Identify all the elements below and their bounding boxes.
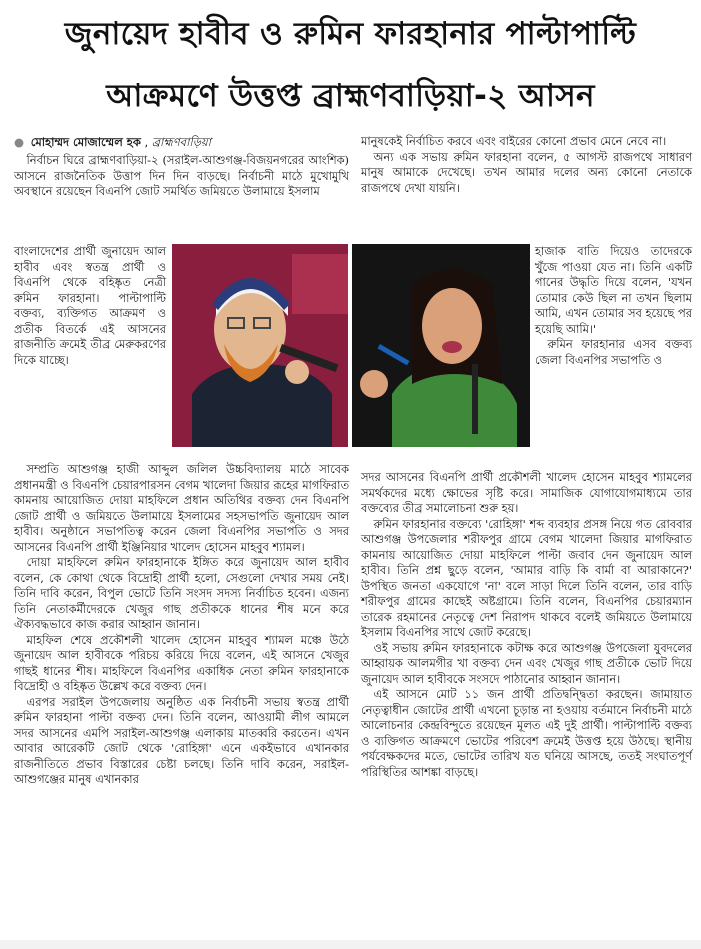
- page-bottom-strip: [0, 940, 701, 949]
- left-paragraph-1-wrap: বাংলাদেশের প্রার্থী জুনায়েদ আল হাবীব এবং স্বতন্ত্র প্রার্থী ও বিএনপি থেকে বহিষ্কৃত নেত্রী রুমিন ফারহানা। পাল্টাপাল্টি বক্তব্য, ব্যক্তিগত আক্রমণ ও প্রতীক বিতর্কে এই আসনের রাজনীতি ক্রমেই তীব্র মেরুকরণের দিকে যাচ্ছে।: [14, 244, 166, 367]
- right-paragraph-2-top: অন্য এক সভায় রুমিন ফারহানা বলেন, ৫ আগস্ট রাজপথে সাধারণ মানুষ আমাকে দেখেছে। তখন আমার দলের অন্য কোনো নেতাকে রাজপথে দেখা যায়নি।: [361, 149, 692, 195]
- right-paragraph-5: ওই সভায় রুমিন ফারহানাকে কটাক্ষ করে আশুগঞ্জ উপজেলা যুবদলের আহ্বায়ক আলমগীর খা বক্তব্য দেন এবং খেজুর গাছ প্রতীকে ভোট দিয়ে জুনায়েদ আল হাবীবকে সংসদে পাঠানোর আহ্বান জানান।: [361, 640, 692, 686]
- left-paragraph-5: এরপর সরাইল উপজেলায় অনুষ্ঠিত এক নির্বাচনী সভায় স্বতন্ত্র প্রার্থী রুমিন ফারহানা পাল্টা বক্তব্য দেন। তিনি বলেন, আওয়ামী লীগ আমলে সদর আসনের এমপি সরাইল-আশুগঞ্জ এলাকায় মাতব্বরি করতেন। এখন আবার আরেকটি জোট থেকে 'রোহিঙ্গা' এনে একইভাবে এখানকার রাজনীতিতে প্রভাব বিস্তারের চেষ্টা চলছে। তিনি দাবি করেন, সরাইল-আশুগঞ্জের মানুষ এখানকার: [14, 694, 349, 786]
- right-paragraph-3-rest: সদর আসনের বিএনপি প্রার্থী প্রকৌশলী খালেদ হোসেন মাহবুব শ্যামলের সমর্থকদের মধ্যে ক্ষোভের সৃষ্টি করে। সামাজিক যোগাযোগমাধ্যমে তার বক্তব্যের তীব্র সমালোচনা শুরু হয়।: [361, 470, 692, 515]
- photo-rumeen-farhana: [352, 244, 530, 447]
- photo-junaid-al-habib: [172, 244, 348, 447]
- right-column: [361, 134, 692, 196]
- right-column-lower: [361, 470, 692, 780]
- left-column-lower: [14, 462, 349, 788]
- right-paragraph-3-wrap: রুমিন ফারহানার এসব বক্তব্য জেলা বিএনপির সভাপতি ও: [535, 337, 692, 367]
- left-paragraph-2: সম্প্রতি আশুগঞ্জ হাজী আব্দুল জলিল উচ্চবিদ্যালয় মাঠে সাবেক প্রধানমন্ত্রী ও বিএনপি চেয়ারপারসন বেগম খালেদা জিয়ার রূহের মাগফিরাত কামনায় আয়োজিত দোয়া মাহফিলে প্রধান অতিথির বক্তব্য দেন বিএনপি জোট প্রার্থী ও জমিয়তে উলামায়ে ইসলামের সহসভাপতি জুনায়েদ আল হাবীব। অনুষ্ঠানে সভাপতিত্ব করেন জেলা বিএনপির সভাপতি ও সদর আসনের বিএনপি প্রার্থী ইঞ্জিনিয়ার খালেদ হোসেন মাহবুব শ্যামল।: [14, 462, 349, 554]
- byline-location: ব্রাহ্মণবাড়িয়া: [151, 135, 212, 149]
- right-paragraph-4: রুমিন ফারহানার বক্তব্যে 'রোহিঙ্গা' শব্দ ব্যবহার প্রসঙ্গ নিয়ে গত রোববার আশুগঞ্জ উপজেলার শরীফপুর গ্রামে বেগম খালেদা জিয়ার মাগফিরাত কামনায় আয়োজিত দোয়া মাহফিলে পাল্টা জবাব দেন জুনায়েদ আল হাবীব। তিনি প্রশ্ন ছুড়ে বলেন, 'আমার বাড়ি কি বার্মা বা আরাকানে?' উপস্থিত জনতা একযোগে 'না' বলে সাড়া দিলে তিনি বলেন, তার বাড়ি শরীফপুর গ্রামের কাছেই অষ্টগ্রামে। তিনি বলেন, বিএনপির চেয়ারম্যান তারেক রহমানের নেতৃত্বে দেশ নিরাপদ থাকবে বলেই জমিয়তে উলামায়ে ইসলাম বিএনপির সাথে জোট করেছে।: [361, 516, 692, 639]
- right-paragraph-1-top: মানুষকেই নির্বাচিত করবে এবং বাইরের কোনো প্রভাব মেনে নেবে না।: [361, 134, 667, 148]
- left-paragraph-1-top: নির্বাচন ঘিরে ব্রাহ্মণবাড়িয়া-২ (সরাইল-আশুগঞ্জ-বিজয়নগরের আংশিক) আসনে রাজনৈতিক উত্তাপ দিন দিন বাড়ছে। নির্বাচনী মাঠে মুখোমুখি অবস্থানে রয়েছেন বিএনপি জোট সমর্থিত জমিয়তে উলামায়ে ইসলাম: [14, 153, 349, 198]
- right-paragraph-6: এই আসনে মোট ১১ জন প্রার্থী প্রতিদ্বন্দ্বিতা করছেন। জামায়াত নেতৃত্বাধীন জোটের প্রার্থী এখনো চূড়ান্ত না হওয়ায় বর্তমানে নির্বাচনী মাঠে আলোচনার কেন্দ্রবিন্দুতে রয়েছেন মূলত এই দুই প্রার্থী। পাল্টাপাল্টি বক্তব্য ও ব্যক্তিগত আক্রমণে ভোটের পরিবেশ ক্রমেই উত্তপ্ত হয়ে উঠছে। স্থানীয় পর্যবেক্ষকদের মতে, ভোটের তারিখ যত ঘনিয়ে আসছে, ততই সংঘাতপূর্ণ পরিস্থিতির আশঙ্কা বাড়ছে।: [361, 687, 692, 779]
- right-paragraph-2-wrap: হাজাক বাতি দিয়েও তাদেরকে খুঁজে পাওয়া যেত না। তিনি একটি গানের উদ্ধৃতি দিয়ে বলেন, 'যখন তোমার কেউ ছিল না তখন ছিলাম আমি, এখন তোমার সব হয়েছে পর হয়েছি আমি।': [535, 244, 692, 336]
- left-paragraph-3: দোয়া মাহফিলে রুমিন ফারহানাকে ইঙ্গিত করে জুনায়েদ আল হাবীব বলেন, কে কোথা থেকে বিদ্রোহী প্রার্থী হলো, সেগুলো দেখার সময় নেই। তিনি দাবি করেন, বিপুল ভোটে তিনি সংসদ সদস্য নির্বাচিত হবেন। এজন্য তিনি নেতাকর্মীদেরকে খেজুর গাছ প্রতীককে ধানের শীষ মনে করে ঐক্যবদ্ধভাবে কাজ করার আহ্বান জানান।: [14, 555, 349, 631]
- headline-line-2: আক্রমণে উত্তপ্ত ব্রাহ্মণবাড়িয়া-২ আসন: [106, 78, 595, 114]
- bullet-icon: ●: [14, 135, 25, 149]
- headline-line-1: জুনায়েদ হাবীব ও রুমিন ফারহানার পাল্টাপাল্টি: [64, 16, 637, 52]
- left-column: [14, 153, 349, 200]
- left-paragraph-4: মাহফিল শেষে প্রকৌশলী খালেদ হোসেন মাহবুব শ্যামল মঞ্চে উঠে জুনায়েদ আল হাবীবকে পরিচয় করিয়ে দিয়ে বলেন, এই আসনে খেজুর গাছই ধানের শীষ। মাহফিলে বিএনপির একাধিক নেতা রুমিন ফারহানাকে বিদ্রোহী ও বহিষ্কৃত উল্লেখ করে বক্তব্য দেন।: [14, 632, 349, 693]
- byline-author: মোহাম্মদ মোজাম্মেল হক: [30, 135, 141, 149]
- byline: ● মোহাম্মদ মোজাম্মেল হক , ব্রাহ্মণবাড়িয়া: [14, 135, 212, 149]
- right-wrap-column: [535, 244, 692, 368]
- left-wrap-column: [14, 244, 166, 368]
